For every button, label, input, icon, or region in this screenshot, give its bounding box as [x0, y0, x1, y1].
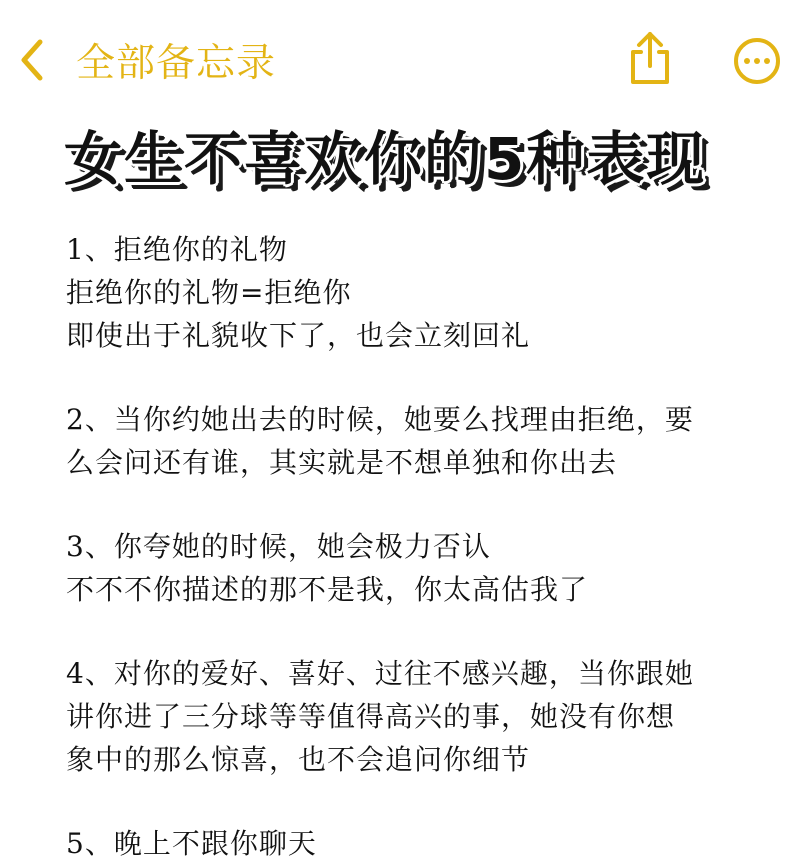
paragraph-3 [66, 525, 756, 611]
note-line: 不不不你描述的那不是我，你太高估我了 [66, 573, 589, 606]
back-label: 全部备忘录 [76, 41, 277, 86]
more-icon [733, 37, 781, 85]
chevron-left-icon [18, 36, 48, 84]
paragraph-1 [66, 228, 756, 357]
paragraph-spacer [66, 611, 756, 652]
note-line: 1、拒绝你的礼物 [66, 233, 288, 266]
navigation-bar [0, 0, 800, 120]
note-line: 讲你进了三分球等等值得高兴的事，她没有你想 [66, 700, 676, 733]
paragraph-spacer [66, 781, 756, 822]
back-button[interactable] [18, 36, 276, 84]
note-title: 女生不喜欢你的5种表现 [64, 125, 707, 193]
note-line: 4、对你的爱好、喜好、过往不感兴趣，当你跟她 [66, 657, 694, 690]
share-icon [626, 30, 674, 86]
paragraph-5 [66, 822, 756, 865]
paragraph-spacer [66, 484, 756, 525]
note-line: 么会问还有谁，其实就是不想单独和你出去 [66, 446, 618, 479]
paragraph-spacer [66, 357, 756, 398]
note-body[interactable] [66, 228, 756, 865]
note-line: 拒绝你的礼物=拒绝你 [66, 276, 352, 309]
note-line: 3、你夸她的时候，她会极力否认 [66, 530, 491, 563]
note-line: 即使出于礼貌收下了，也会立刻回礼 [66, 319, 531, 352]
note-line: 象中的那么惊喜，也不会追问你细节 [66, 743, 531, 776]
more-button[interactable] [733, 37, 781, 85]
note-line: 2、当你约她出去的时候，她要么找理由拒绝，要 [66, 403, 694, 436]
paragraph-4 [66, 652, 756, 781]
paragraph-2 [66, 398, 756, 484]
share-button[interactable] [626, 30, 674, 86]
note-line: 5、晚上不跟你聊天 [66, 827, 317, 860]
